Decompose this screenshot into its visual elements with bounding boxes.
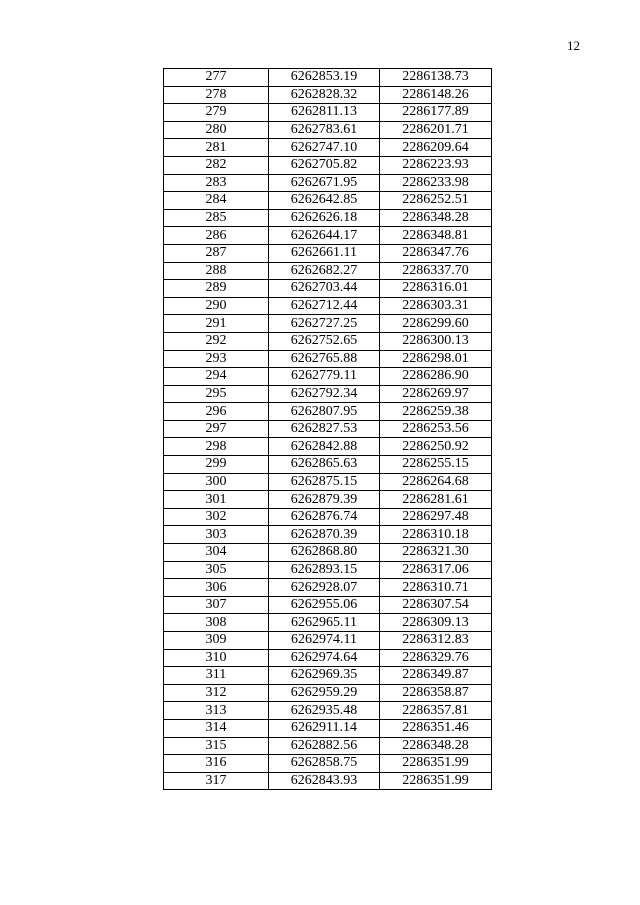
y-coordinate-cell: 2286253.56 [380, 420, 492, 438]
table-row [164, 544, 492, 562]
x-coordinate-cell: 6262865.63 [269, 456, 380, 474]
point-number-cell: 284 [164, 192, 269, 210]
point-number-cell: 289 [164, 280, 269, 298]
point-number-cell: 302 [164, 508, 269, 526]
table-row [164, 315, 492, 333]
point-number-cell: 307 [164, 596, 269, 614]
point-number-cell: 292 [164, 332, 269, 350]
table-row [164, 139, 492, 157]
y-coordinate-cell: 2286347.76 [380, 244, 492, 262]
y-coordinate-cell: 2286300.13 [380, 332, 492, 350]
point-number-cell: 301 [164, 491, 269, 509]
table-row [164, 719, 492, 737]
point-number-cell: 283 [164, 174, 269, 192]
y-coordinate-cell: 2286307.54 [380, 596, 492, 614]
table-row [164, 350, 492, 368]
table-row [164, 772, 492, 790]
point-number-cell: 312 [164, 684, 269, 702]
x-coordinate-cell: 6262682.27 [269, 262, 380, 280]
table-row [164, 280, 492, 298]
y-coordinate-cell: 2286310.71 [380, 579, 492, 597]
x-coordinate-cell: 6262792.34 [269, 385, 380, 403]
y-coordinate-cell: 2286348.28 [380, 737, 492, 755]
point-number-cell: 280 [164, 121, 269, 139]
y-coordinate-cell: 2286250.92 [380, 438, 492, 456]
y-coordinate-cell: 2286317.06 [380, 561, 492, 579]
x-coordinate-cell: 6262955.06 [269, 596, 380, 614]
point-number-cell: 281 [164, 139, 269, 157]
table-row [164, 227, 492, 245]
y-coordinate-cell: 2286281.61 [380, 491, 492, 509]
point-number-cell: 306 [164, 579, 269, 597]
point-number-cell: 288 [164, 262, 269, 280]
table-row [164, 69, 492, 87]
x-coordinate-cell: 6262870.39 [269, 526, 380, 544]
x-coordinate-cell: 6262827.53 [269, 420, 380, 438]
x-coordinate-cell: 6262661.11 [269, 244, 380, 262]
x-coordinate-cell: 6262727.25 [269, 315, 380, 333]
point-number-cell: 294 [164, 368, 269, 386]
x-coordinate-cell: 6262811.13 [269, 104, 380, 122]
y-coordinate-cell: 2286298.01 [380, 350, 492, 368]
x-coordinate-cell: 6262882.56 [269, 737, 380, 755]
x-coordinate-cell: 6262965.11 [269, 614, 380, 632]
y-coordinate-cell: 2286303.31 [380, 297, 492, 315]
point-number-cell: 282 [164, 156, 269, 174]
x-coordinate-cell: 6262842.88 [269, 438, 380, 456]
x-coordinate-cell: 6262868.80 [269, 544, 380, 562]
point-number-cell: 277 [164, 69, 269, 87]
x-coordinate-cell: 6262876.74 [269, 508, 380, 526]
table-row [164, 473, 492, 491]
y-coordinate-cell: 2286321.30 [380, 544, 492, 562]
x-coordinate-cell: 6262747.10 [269, 139, 380, 157]
y-coordinate-cell: 2286201.71 [380, 121, 492, 139]
y-coordinate-cell: 2286138.73 [380, 69, 492, 87]
x-coordinate-cell: 6262642.85 [269, 192, 380, 210]
y-coordinate-cell: 2286252.51 [380, 192, 492, 210]
point-number-cell: 300 [164, 473, 269, 491]
y-coordinate-cell: 2286337.70 [380, 262, 492, 280]
y-coordinate-cell: 2286348.81 [380, 227, 492, 245]
table-row [164, 667, 492, 685]
table-row [164, 368, 492, 386]
x-coordinate-cell: 6262783.61 [269, 121, 380, 139]
coordinates-table [163, 68, 492, 790]
x-coordinate-cell: 6262974.11 [269, 632, 380, 650]
x-coordinate-cell: 6262644.17 [269, 227, 380, 245]
table-row [164, 456, 492, 474]
point-number-cell: 305 [164, 561, 269, 579]
point-number-cell: 296 [164, 403, 269, 421]
x-coordinate-cell: 6262828.32 [269, 86, 380, 104]
x-coordinate-cell: 6262879.39 [269, 491, 380, 509]
y-coordinate-cell: 2286351.46 [380, 719, 492, 737]
table-row [164, 491, 492, 509]
table-row [164, 702, 492, 720]
x-coordinate-cell: 6262671.95 [269, 174, 380, 192]
point-number-cell: 313 [164, 702, 269, 720]
table-row [164, 156, 492, 174]
y-coordinate-cell: 2286351.99 [380, 755, 492, 773]
table-row [164, 104, 492, 122]
x-coordinate-cell: 6262853.19 [269, 69, 380, 87]
y-coordinate-cell: 2286316.01 [380, 280, 492, 298]
point-number-cell: 304 [164, 544, 269, 562]
table-row [164, 596, 492, 614]
y-coordinate-cell: 2286297.48 [380, 508, 492, 526]
x-coordinate-cell: 6262893.15 [269, 561, 380, 579]
table-row [164, 403, 492, 421]
table-row [164, 297, 492, 315]
table-row [164, 385, 492, 403]
x-coordinate-cell: 6262765.88 [269, 350, 380, 368]
table-row [164, 332, 492, 350]
x-coordinate-cell: 6262858.75 [269, 755, 380, 773]
x-coordinate-cell: 6262703.44 [269, 280, 380, 298]
y-coordinate-cell: 2286358.87 [380, 684, 492, 702]
y-coordinate-cell: 2286264.68 [380, 473, 492, 491]
coordinates-table-body [164, 69, 492, 790]
point-number-cell: 291 [164, 315, 269, 333]
table-row [164, 737, 492, 755]
table-row [164, 438, 492, 456]
y-coordinate-cell: 2286177.89 [380, 104, 492, 122]
y-coordinate-cell: 2286349.87 [380, 667, 492, 685]
y-coordinate-cell: 2286357.81 [380, 702, 492, 720]
table-row [164, 755, 492, 773]
y-coordinate-cell: 2286351.99 [380, 772, 492, 790]
table-row [164, 192, 492, 210]
table-row [164, 508, 492, 526]
x-coordinate-cell: 6262752.65 [269, 332, 380, 350]
point-number-cell: 297 [164, 420, 269, 438]
table-row [164, 420, 492, 438]
point-number-cell: 299 [164, 456, 269, 474]
y-coordinate-cell: 2286286.90 [380, 368, 492, 386]
table-row [164, 262, 492, 280]
y-coordinate-cell: 2286269.97 [380, 385, 492, 403]
table-row [164, 121, 492, 139]
point-number-cell: 316 [164, 755, 269, 773]
y-coordinate-cell: 2286148.26 [380, 86, 492, 104]
x-coordinate-cell: 6262875.15 [269, 473, 380, 491]
point-number-cell: 311 [164, 667, 269, 685]
x-coordinate-cell: 6262779.11 [269, 368, 380, 386]
table-row [164, 174, 492, 192]
y-coordinate-cell: 2286299.60 [380, 315, 492, 333]
table-row [164, 579, 492, 597]
point-number-cell: 308 [164, 614, 269, 632]
x-coordinate-cell: 6262712.44 [269, 297, 380, 315]
point-number-cell: 317 [164, 772, 269, 790]
y-coordinate-cell: 2286223.93 [380, 156, 492, 174]
x-coordinate-cell: 6262807.95 [269, 403, 380, 421]
page-number: 12 [567, 38, 580, 53]
y-coordinate-cell: 2286209.64 [380, 139, 492, 157]
point-number-cell: 303 [164, 526, 269, 544]
point-number-cell: 309 [164, 632, 269, 650]
table-row [164, 632, 492, 650]
x-coordinate-cell: 6262959.29 [269, 684, 380, 702]
point-number-cell: 315 [164, 737, 269, 755]
point-number-cell: 278 [164, 86, 269, 104]
y-coordinate-cell: 2286255.15 [380, 456, 492, 474]
y-coordinate-cell: 2286312.83 [380, 632, 492, 650]
y-coordinate-cell: 2286348.28 [380, 209, 492, 227]
x-coordinate-cell: 6262911.14 [269, 719, 380, 737]
point-number-cell: 279 [164, 104, 269, 122]
table-row [164, 684, 492, 702]
table-row [164, 86, 492, 104]
y-coordinate-cell: 2286329.76 [380, 649, 492, 667]
y-coordinate-cell: 2286309.13 [380, 614, 492, 632]
point-number-cell: 285 [164, 209, 269, 227]
x-coordinate-cell: 6262928.07 [269, 579, 380, 597]
point-number-cell: 310 [164, 649, 269, 667]
table-row [164, 526, 492, 544]
table-row [164, 614, 492, 632]
x-coordinate-cell: 6262935.48 [269, 702, 380, 720]
table-row [164, 209, 492, 227]
point-number-cell: 314 [164, 719, 269, 737]
point-number-cell: 286 [164, 227, 269, 245]
x-coordinate-cell: 6262974.64 [269, 649, 380, 667]
point-number-cell: 293 [164, 350, 269, 368]
point-number-cell: 287 [164, 244, 269, 262]
y-coordinate-cell: 2286233.98 [380, 174, 492, 192]
point-number-cell: 298 [164, 438, 269, 456]
table-row [164, 649, 492, 667]
x-coordinate-cell: 6262969.35 [269, 667, 380, 685]
point-number-cell: 290 [164, 297, 269, 315]
point-number-cell: 295 [164, 385, 269, 403]
table-row [164, 561, 492, 579]
x-coordinate-cell: 6262705.82 [269, 156, 380, 174]
x-coordinate-cell: 6262626.18 [269, 209, 380, 227]
y-coordinate-cell: 2286310.18 [380, 526, 492, 544]
table-row [164, 244, 492, 262]
x-coordinate-cell: 6262843.93 [269, 772, 380, 790]
y-coordinate-cell: 2286259.38 [380, 403, 492, 421]
